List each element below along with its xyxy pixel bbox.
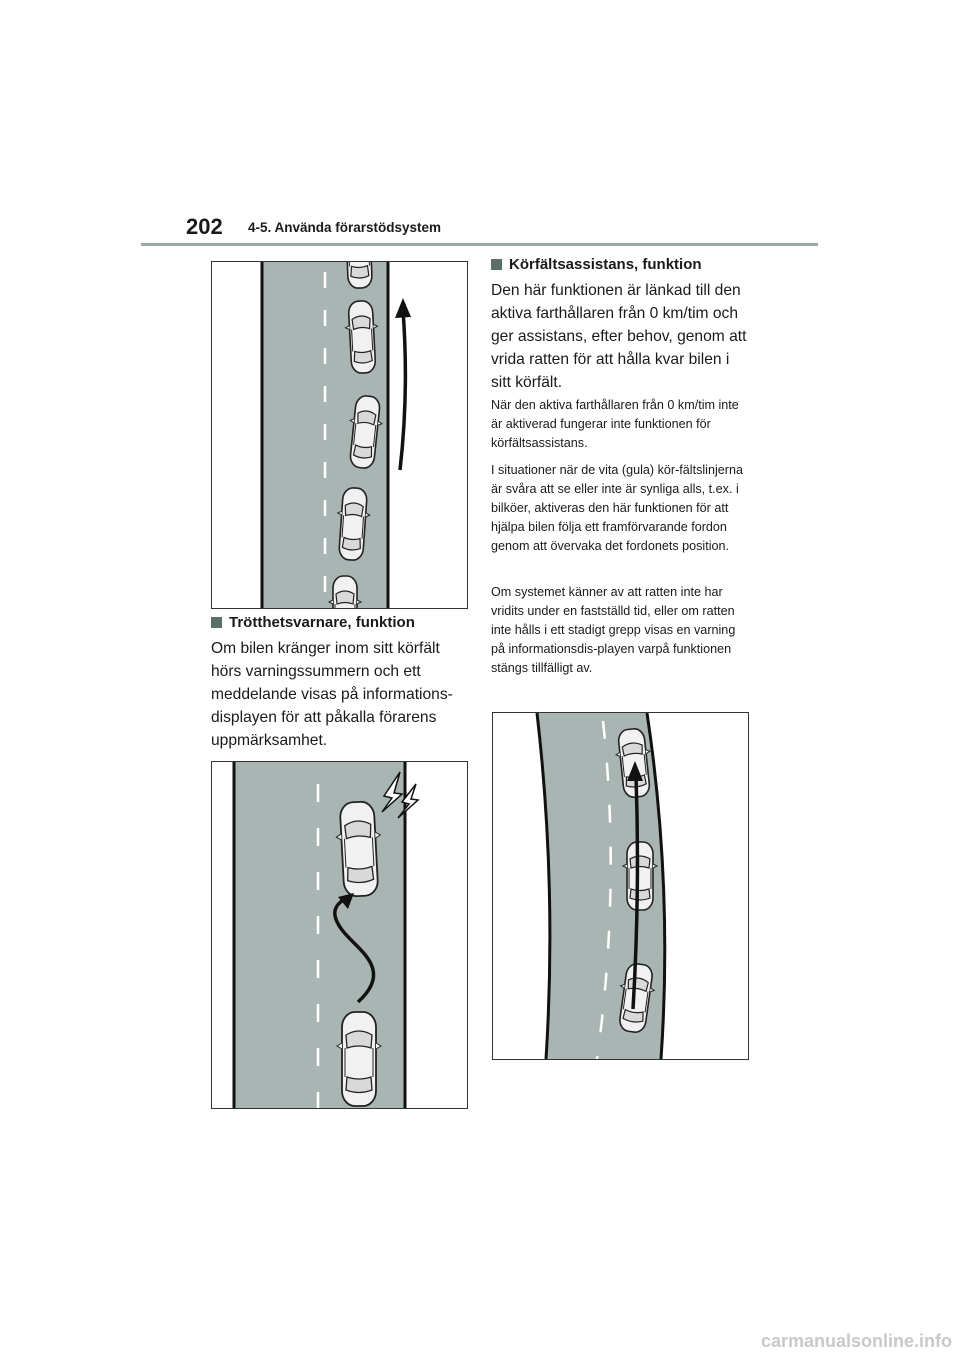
lane-assist-paragraph: Den här funktionen är länkad till den aktiva farthållaren från 0 km/tim och ger assistans, efter behov, genom att vrida ratten för att hålla kvar bilen i sitt körfält. (491, 282, 747, 391)
lane-assist-heading-text: Körfältsassistans, funktion (509, 256, 702, 273)
figure-fatigue-warning (211, 761, 468, 1109)
lane-assist-heading (491, 256, 702, 273)
header-divider (141, 243, 818, 246)
bullet-square-icon (211, 617, 222, 628)
figure-lane-departure-path (211, 261, 468, 609)
figure-lane-tracing (492, 712, 749, 1060)
fatigue-heading (211, 614, 415, 631)
fatigue-paragraph: Om bilen kränger inom sitt körfält hörs varningssummern och ett meddelande visas på informations-displayen för att påkalla förarens uppmärksamhet. (211, 640, 453, 749)
lane-assist-note-3: Om systemet känner av att ratten inte har vridits under en fastställd tid, eller om ratten inte hålls i ett stadigt grepp visas en varning på informationsdis-playen varpå funktionen stängs tillfälligt av. (491, 585, 736, 675)
fatigue-heading-text: Trötthetsvarnare, funktion (229, 614, 415, 631)
lane-assist-note-1: När den aktiva farthållaren från 0 km/tim inte är aktiverad fungerar inte funktionen för körfältsassistans. (491, 398, 739, 450)
lane-assist-note-2: I situationer när de vita (gula) kör-fältslinjerna är svåra att se eller inte är synliga alls, t.ex. i bilköer, aktiveras den här funktionen för att hjälpa bilen följa ett framförvarande fordon genom att övervaka det fordonets position. (491, 463, 743, 553)
page-number: 202 (186, 214, 223, 239)
section-title: 4-5. Använda förarstödsystem (248, 220, 442, 235)
footer-watermark: carmanualsonline.info (760, 1331, 952, 1351)
bullet-square-icon (491, 259, 502, 270)
